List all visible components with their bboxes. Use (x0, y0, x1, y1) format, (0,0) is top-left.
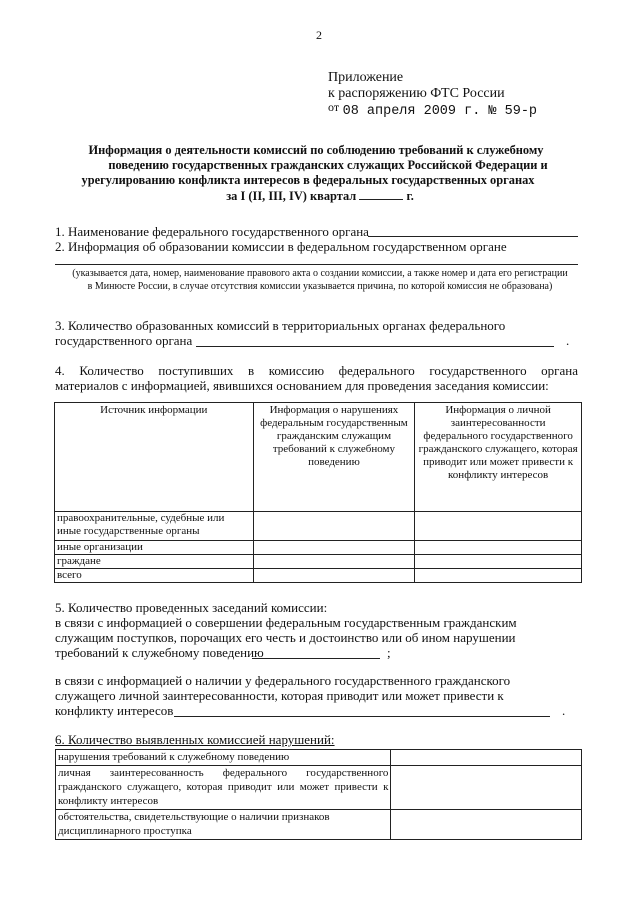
item5-p2-line2: служащего личной заинтересованности, которая приводит или может привести к (55, 688, 504, 703)
row-source: всего (55, 569, 254, 583)
item3-label-line1: 3. Количество образованных комиссий в территориальных органах федерального (55, 318, 506, 333)
item2-note: (указывается дата, номер, наименование правового акта о создании комиссии, а также номер и дата его регистрации в Минюсте России, в случае отсутствия комиссии указывается причина, по которой комиссия не образована) (72, 268, 568, 292)
item5-p1-line2: служащим поступков, порочащих его честь и достоинство или об ином нарушении (55, 630, 516, 645)
item5-p1-end: ; (387, 645, 391, 660)
appendix-label: Приложение (328, 70, 404, 85)
row-source: правоохранительные, судебные или иные государственные органы (55, 512, 254, 541)
appendix-order-ref: к распоряжению ФТС России (328, 86, 505, 101)
table-row (56, 750, 582, 766)
row-interest-cell[interactable] (415, 555, 582, 569)
item5-p2-end: . (562, 703, 566, 718)
item5-p1-line3: требований к служебному поведению (55, 645, 264, 660)
row-interest-cell[interactable] (415, 569, 582, 583)
item5-heading: 5. Количество проведенных заседаний комиссии: (55, 600, 328, 615)
item3-blank[interactable] (196, 333, 554, 347)
row-violations-cell[interactable] (253, 541, 415, 555)
appendix-ot: от (328, 100, 340, 114)
item1-label: 1. Наименование федерального государственного органа (55, 224, 369, 239)
item5-p2-line1: в связи с информацией о наличии у федерального государственного гражданского (55, 673, 511, 688)
year-blank[interactable] (359, 188, 403, 200)
appendix-date-number: 08 апреля 2009 г. № 59-р (342, 104, 538, 119)
item4-label-line2: материалов с информацией, явившихся основанием для проведения заседания комиссии: (55, 378, 549, 393)
violations-table (55, 749, 582, 840)
item2-label: 2. Информация об образовании комиссии в федеральном государственном органе (55, 239, 507, 254)
table-row (55, 569, 582, 583)
quarter-label: за I (II, III, IV) квартал (226, 189, 357, 203)
violation-label: нарушения требований к служебному поведению (56, 750, 391, 766)
violation-value-cell[interactable] (391, 750, 582, 766)
sources-table-header (55, 403, 582, 512)
appendix-date (328, 102, 537, 120)
row-violations-cell[interactable] (253, 512, 415, 541)
item5-p2-blank[interactable] (174, 704, 550, 717)
item4-label: 4. Количество поступивших в комиссию федерального государственного органа (55, 363, 578, 378)
item6-heading: 6. Количество выявленных комиссией нарушений: (55, 732, 335, 747)
row-interest-cell[interactable] (415, 541, 582, 555)
sources-table (54, 402, 582, 583)
item3-label-line2: государственного органа (55, 333, 193, 348)
item5-p2-line3: конфликту интересов (55, 703, 174, 718)
violation-value-cell[interactable] (391, 810, 582, 840)
table-row (55, 541, 582, 555)
doc-title-line4 (0, 188, 640, 204)
violation-label: личная заинтересованность федерального государственного гражданского служащего, которая приводит или может привести к конфликту интересов (56, 766, 391, 810)
item3-end: . (566, 333, 570, 348)
violation-label: обстоятельства, свидетельствующие о наличии признаков дисциплинарного проступка (56, 810, 391, 840)
header-violations: Информация о нарушениях федеральным государственным гражданским служащим требований к служебному поведению (253, 403, 415, 512)
row-source: граждане (55, 555, 254, 569)
doc-title-line1: Информация о деятельности комиссий по соблюдению требований к служебному (88, 143, 544, 157)
row-violations-cell[interactable] (253, 555, 415, 569)
row-source: иные организации (55, 541, 254, 555)
violation-value-cell[interactable] (391, 766, 582, 810)
row-violations-cell[interactable] (253, 569, 415, 583)
header-interest: Информация о личной заинтересованности федерального государственного гражданского служащего, которая приводит или может привести к конфликту интересов (415, 403, 582, 512)
table-row (56, 766, 582, 810)
item5-p1-blank[interactable] (252, 645, 380, 659)
table-row (55, 555, 582, 569)
page-number: 2 (316, 28, 322, 42)
row-interest-cell[interactable] (415, 512, 582, 541)
table-row (55, 512, 582, 541)
doc-title-line2: поведению государственных гражданских служащих Российской Федерации и (108, 158, 548, 172)
item5-p1-line1: в связи с информацией о совершении федеральным государственным гражданским (55, 615, 517, 630)
year-suffix: г. (406, 189, 414, 203)
doc-title-line3: урегулированию конфликта интересов в федеральных государственных органах (81, 173, 535, 187)
header-source: Источник информации (55, 403, 254, 512)
table-row (56, 810, 582, 840)
item2-blank[interactable] (55, 252, 578, 265)
item1-blank[interactable] (368, 222, 578, 237)
